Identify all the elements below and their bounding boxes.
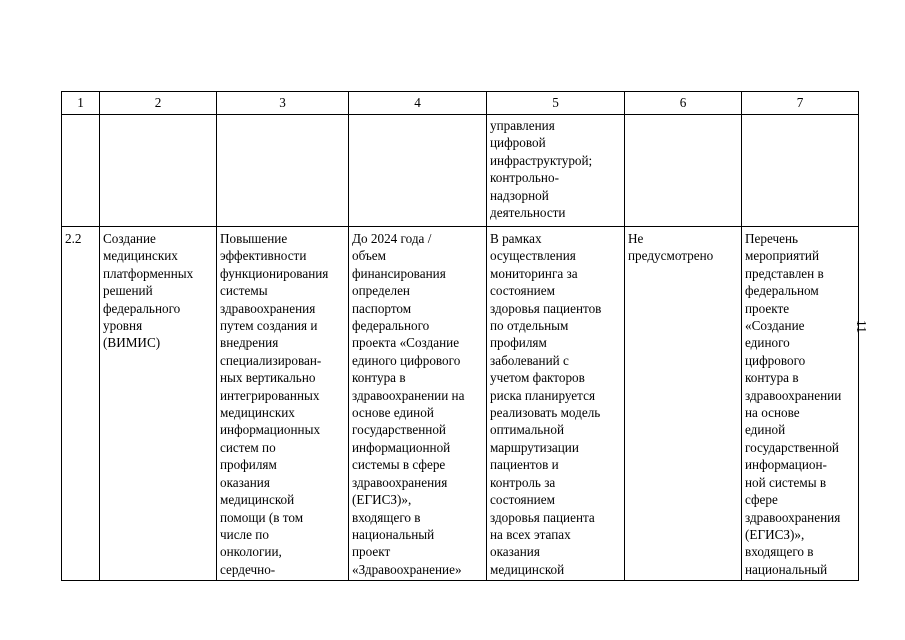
cell-text-line: на основе	[745, 405, 800, 421]
cell-text-line: единого цифрового	[352, 352, 461, 368]
cell-text-line: оптимальной	[490, 422, 564, 438]
cell-text-line: ных вертикально	[220, 370, 316, 386]
cell-text-line: состоянием	[490, 492, 555, 508]
cell-text-line: уровня	[103, 318, 143, 334]
cell-text-line: объем	[352, 248, 386, 264]
table-cell	[349, 227, 487, 581]
cell-text-line: контрольно-	[490, 170, 559, 186]
cell-text-line: риска планируется	[490, 387, 596, 403]
cell-text-line: «Здравоохранение»	[352, 561, 462, 577]
header-cell: 2	[100, 92, 217, 115]
cell-text-line: здравоохранения	[745, 509, 841, 525]
cell-text-line: функционирования	[220, 265, 329, 281]
table-cell	[217, 227, 349, 581]
cell-text-line: национальный	[352, 526, 435, 542]
cell-text-line: проекте	[745, 300, 790, 316]
cell-text-line: основе единой	[352, 405, 434, 421]
cell-text-line: здоровья пациента	[490, 509, 595, 525]
header-cell: 7	[742, 92, 859, 115]
header-cell: 6	[625, 92, 742, 115]
cell-text-line: медицинской	[490, 561, 565, 577]
cell-text-line: платформенных	[103, 265, 194, 281]
cell-text-line: 2.2	[65, 231, 82, 246]
cell-text-line: решений	[103, 283, 153, 299]
cell-text-line: системы в сфере	[352, 457, 446, 473]
cell-text-line: входящего в	[745, 544, 814, 560]
cell-text-line: информацион-	[745, 457, 827, 473]
cell-text-line: сердечно-	[220, 561, 276, 577]
cell-text-line: специализирован-	[220, 352, 322, 368]
cell-text-line: мониторинга за	[490, 265, 578, 281]
cell-text-line: профилям	[490, 335, 547, 351]
cell-text-line: контроль за	[490, 474, 556, 490]
cell-text-line: онкологии,	[220, 544, 282, 560]
cell-text-line: здравоохранения	[352, 474, 448, 490]
cell-text-line: определен	[352, 283, 410, 299]
cell-text-line: представлен в	[745, 265, 824, 281]
table-cell	[100, 115, 217, 227]
cell-text-line: надзорной	[490, 187, 549, 203]
cell-text-line: здравоохранении	[745, 387, 842, 403]
table-cell	[62, 115, 100, 227]
cell-text-line: медицинских	[103, 248, 178, 264]
cell-text-line: контура в	[352, 370, 406, 386]
cell-text-line: здоровья пациентов	[490, 300, 602, 316]
cell-text-line: единого	[745, 335, 790, 351]
cell-text-line: государственной	[745, 439, 839, 455]
cell-text-line: помощи (в том	[220, 509, 304, 525]
cell-text-line: проекта «Создание	[352, 335, 460, 351]
cell-text-line: цифрового	[745, 352, 806, 368]
cell-text-line: заболеваний с	[490, 352, 569, 368]
header-cell: 1	[62, 92, 100, 115]
cell-text-line: системы	[220, 283, 268, 299]
cell-text-line: Повышение	[220, 231, 288, 246]
cell-text-line: медицинских	[220, 405, 295, 421]
cell-text-line: состоянием	[490, 283, 555, 299]
cell-text-line: входящего в	[352, 509, 421, 525]
cell-text-line: оказания	[220, 474, 270, 490]
cell-text-line: мероприятий	[745, 248, 820, 264]
table-row	[62, 115, 859, 227]
table-header-row	[62, 92, 859, 115]
cell-text-line: Не	[628, 231, 644, 246]
cell-text-line: (ЕГИСЗ)»,	[352, 492, 412, 508]
cell-text-line: информационной	[352, 439, 451, 455]
cell-text-line: на всех этапах	[490, 526, 571, 542]
cell-text-line: профилям	[220, 457, 277, 473]
page-number: 11	[854, 320, 869, 333]
table-cell	[487, 115, 625, 227]
cell-text-line: Создание	[103, 231, 156, 246]
table-cell	[625, 227, 742, 581]
cell-text-line: реализовать модель	[490, 405, 601, 421]
table-cell	[487, 227, 625, 581]
cell-text-line: здравоохранения	[220, 300, 316, 316]
cell-text-line: До 2024 года /	[352, 231, 432, 246]
cell-text-line: «Создание	[745, 318, 805, 334]
data-table	[61, 91, 859, 581]
cell-text-line: В рамках	[490, 231, 542, 246]
cell-text-line: проект	[352, 544, 391, 560]
cell-text-line: пациентов и	[490, 457, 559, 473]
cell-text-line: финансирования	[352, 265, 446, 281]
cell-text-line: внедрения	[220, 335, 279, 351]
cell-text-line: цифровой	[490, 135, 546, 151]
table-cell	[742, 227, 859, 581]
cell-text-line: паспортом	[352, 300, 412, 316]
cell-text-line: федерального	[352, 318, 430, 334]
table-row	[62, 227, 859, 581]
cell-text-line: систем по	[220, 439, 276, 455]
cell-text-line: управления	[490, 118, 555, 133]
table-cell	[742, 115, 859, 227]
cell-text-line: деятельности	[490, 205, 566, 221]
cell-text-line: информационных	[220, 422, 321, 438]
table-cell	[217, 115, 349, 227]
cell-text-line: единой	[745, 422, 786, 438]
cell-text-line: путем создания и	[220, 318, 318, 334]
cell-text-line: интегрированных	[220, 387, 320, 403]
header-cell: 3	[217, 92, 349, 115]
cell-text-line: (ВИМИС)	[103, 335, 161, 351]
table-cell	[349, 115, 487, 227]
cell-text-line: здравоохранении на	[352, 387, 465, 403]
cell-text-line: медицинской	[220, 492, 295, 508]
cell-text-line: учетом факторов	[490, 370, 585, 386]
cell-text-line: федеральном	[745, 283, 819, 299]
header-cell: 5	[487, 92, 625, 115]
cell-text-line: сфере	[745, 492, 778, 508]
cell-text-line: ной системы в	[745, 474, 827, 490]
cell-text-line: контура в	[745, 370, 799, 386]
cell-text-line: эффективности	[220, 248, 307, 264]
cell-text-line: государственной	[352, 422, 446, 438]
cell-text-line: национальный	[745, 561, 828, 577]
cell-text-line: федерального	[103, 300, 181, 316]
cell-text-line: предусмотрено	[628, 248, 714, 264]
table-cell	[625, 115, 742, 227]
cell-text-line: маршрутизации	[490, 439, 579, 455]
cell-text-line: числе по	[220, 526, 269, 542]
cell-text-line: по отдельным	[490, 318, 569, 334]
table-cell	[100, 227, 217, 581]
cell-text-line: осуществления	[490, 248, 576, 264]
header-cell: 4	[349, 92, 487, 115]
row-number-cell	[62, 227, 100, 581]
cell-text-line: оказания	[490, 544, 540, 560]
cell-text-line: инфраструктурой;	[490, 152, 593, 168]
cell-text-line: (ЕГИСЗ)»,	[745, 526, 805, 542]
cell-text-line: Перечень	[745, 231, 799, 246]
